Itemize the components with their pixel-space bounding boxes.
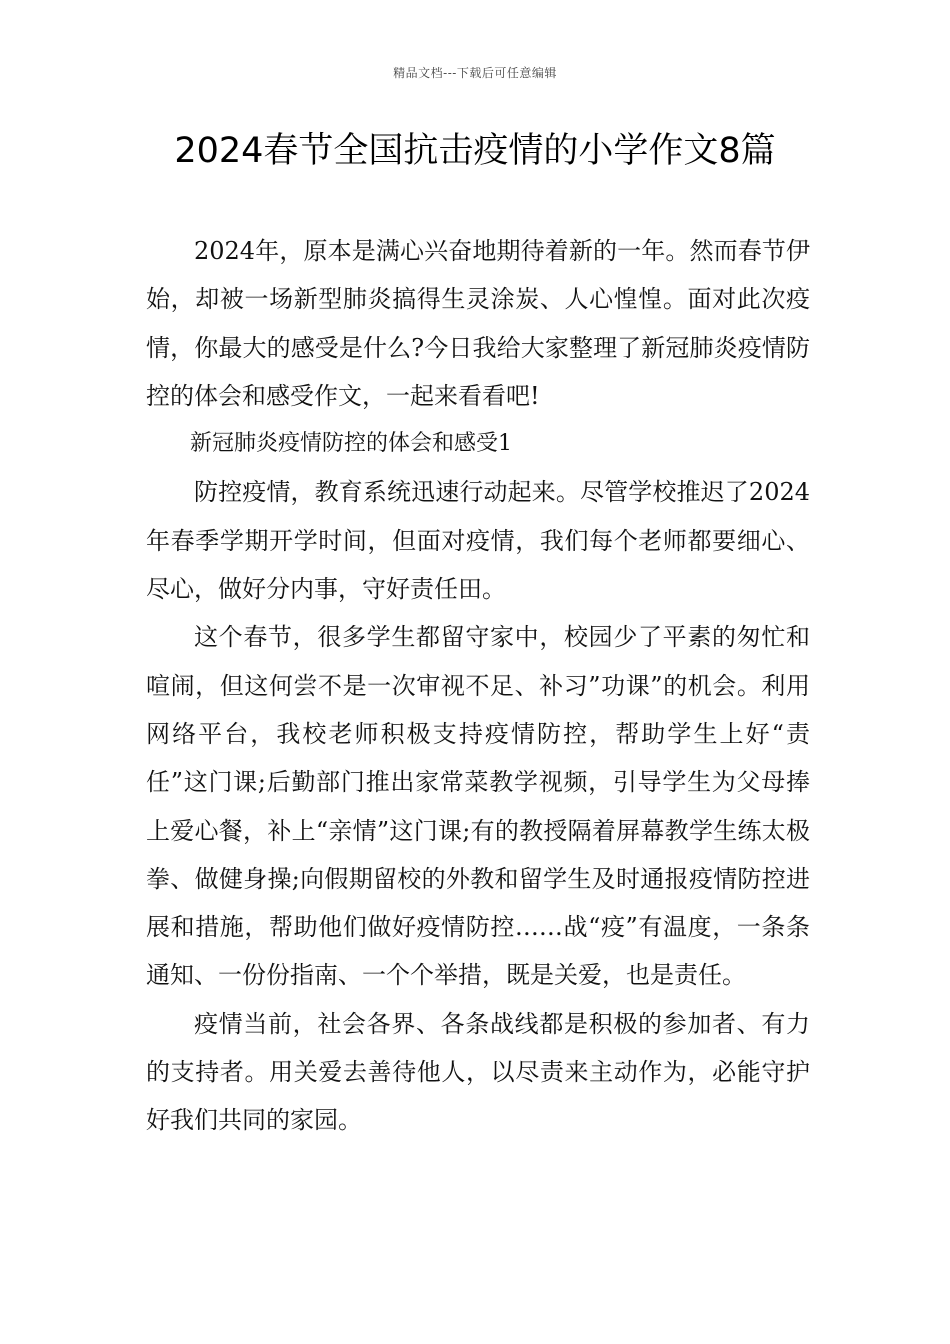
document-title: 2024春节全国抗击疫情的小学作文8篇 xyxy=(174,131,776,171)
body-paragraph: 疫情当前，社会各界、各条战线都是积极的参加者、有力的支持者。用关爱去善待他人，以尽责来主动作为，必能守护好我们共同的家园。 xyxy=(146,1009,810,1135)
body-paragraph: 防控疫情，教育系统迅速行动起来。尽管学校推迟了2024年春季学期开学时间，但面对疫情，我们每个老师都要细心、尽心，做好分内事，守好责任田。 xyxy=(146,478,810,604)
section-heading: 新冠肺炎疫情防控的体会和感受1 xyxy=(190,431,512,457)
document-body xyxy=(146,227,810,1145)
header-note: 精品文档---下载后可任意编辑 xyxy=(393,66,557,80)
body-paragraph: 这个春节，很多学生都留守家中，校园少了平素的匆忙和喧闹，但这何尝不是一次审视不足、补习”功课”的机会。利用网络平台，我校老师积极支持疫情防控，帮助学生上好“责任”这门课;后勤部门推出家常菜教学视频，引导学生为父母捧上爱心餐，补上“亲情”这门课;有的教授隔着屏幕教学生练太极拳、做健身操;向假期留校的外教和留学生及时通报疫情防控进展和措施，帮助他们做好疫情防控……战“疫”有温度，一条条通知、一份份指南、一个个举措，既是关爱，也是责任。 xyxy=(146,623,810,990)
intro-paragraph: 2024年，原本是满心兴奋地期待着新的一年。然而春节伊始，却被一场新型肺炎搞得生灵涂炭、人心惶惶。面对此次疫情，你最大的感受是什么?今日我给大家整理了新冠肺炎疫情防控的体会和感受作文，一起来看看吧! xyxy=(146,237,810,410)
